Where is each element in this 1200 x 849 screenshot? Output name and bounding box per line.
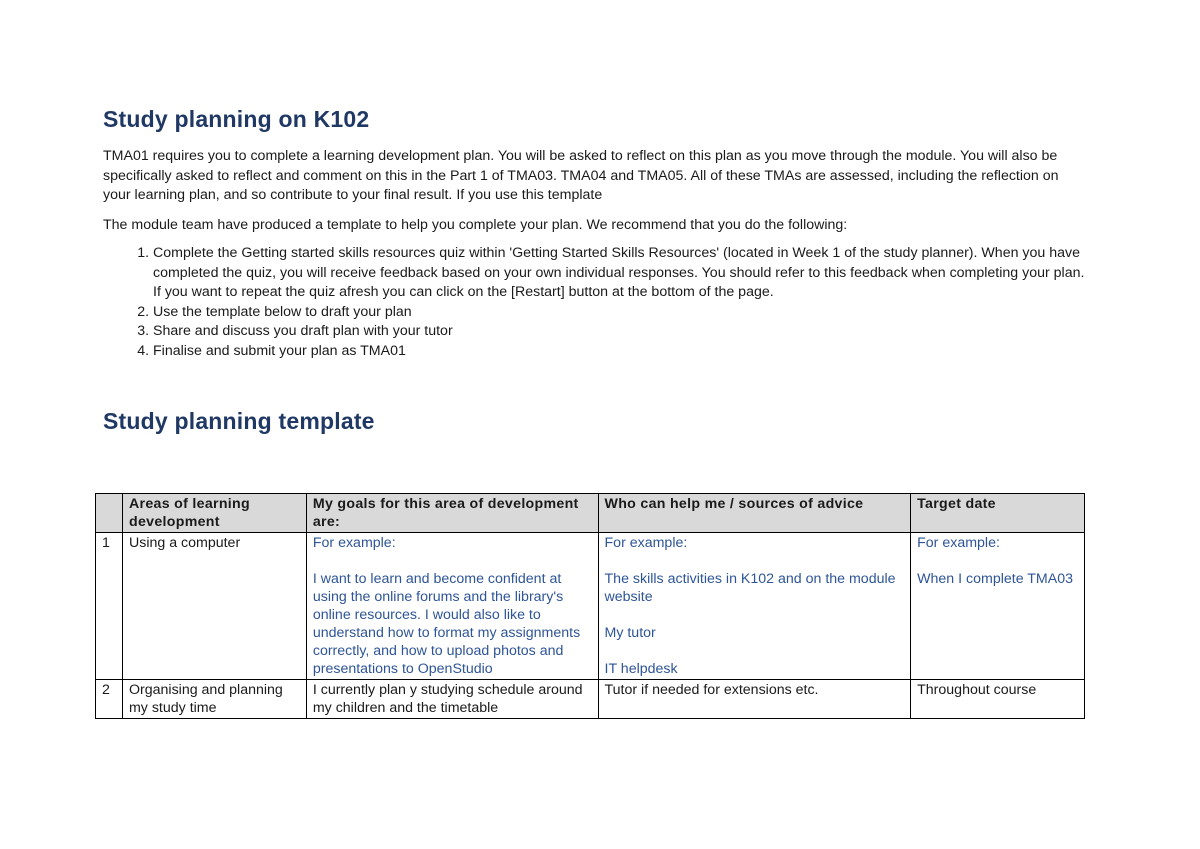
header-target-date: Target date (911, 494, 1085, 533)
header-help: Who can help me / sources of advice (598, 494, 911, 533)
header-areas: Areas of learning development (122, 494, 306, 533)
example-label: For example: (312, 535, 396, 551)
table-row (96, 533, 1085, 680)
date-text: When I complete TMA03 (917, 571, 1073, 587)
intro-paragraph: TMA01 requires you to complete a learning development plan. You will be asked to reflect on this plan as you move through the module. You will also be specifically asked to reflect and comment on this in the Part 1 of TMA03. TMA04 and TMA05. All of these TMAs are assessed, including the reflection on your learning plan, and so contribute to your final result. If you use this template (103, 148, 1059, 203)
table-row (96, 680, 1085, 719)
goals-cell (306, 533, 598, 680)
help-cell (598, 533, 911, 680)
list-item: 1. Complete the Getting started skills resources quiz within 'Getting Started Skills Resources' (located in Week 1 of the study planner). When you have completed the quiz, you will receive feedback based on your own individual responses. You should refer to this feedback when completing your plan. If you want to repeat the quiz afresh you can click on the [Restart] button at the bottom of the page. (153, 244, 1088, 303)
help-text: My tutor (604, 625, 656, 641)
example-label: For example: (917, 535, 1000, 551)
list-item: 3. Share and discuss you draft plan with your tutor (153, 322, 1088, 342)
help-text: The skills activities in K102 and on the module website (604, 571, 896, 605)
list-item: 2. Use the template below to draft your plan (153, 303, 1088, 323)
page-title: Study planning on K102 (103, 106, 370, 132)
goals-cell: I currently plan y studying schedule around my children and the timetable (306, 680, 598, 719)
header-goals: My goals for this area of development are: (306, 494, 598, 533)
area-cell: Using a computer (122, 533, 306, 680)
study-plan-table (95, 493, 1085, 719)
example-label: For example: (604, 535, 688, 551)
template-paragraph: The module team have produced a template to help you complete your plan. We recommend that you do the following: (103, 216, 848, 233)
document-body (103, 104, 1088, 436)
table-header-row (96, 494, 1085, 533)
goals-text: I want to learn and become confident at using the online forums and the library's online resources. I would also like to understand how to format my assignments correctly, and how to upload photos and presentations to OpenStudio (312, 571, 581, 677)
steps-list (103, 244, 1088, 361)
help-cell: Tutor if needed for extensions etc. (598, 680, 911, 719)
row-number: 2 (96, 680, 123, 719)
area-cell: Organising and planning my study time (122, 680, 306, 719)
list-item: 4. Finalise and submit your plan as TMA01 (153, 342, 1088, 362)
row-number: 1 (96, 533, 123, 680)
target-date-cell (911, 533, 1085, 680)
target-date-cell: Throughout course (911, 680, 1085, 719)
help-text: IT helpdesk (604, 661, 678, 677)
header-number (96, 494, 123, 533)
template-title: Study planning template (103, 408, 375, 434)
